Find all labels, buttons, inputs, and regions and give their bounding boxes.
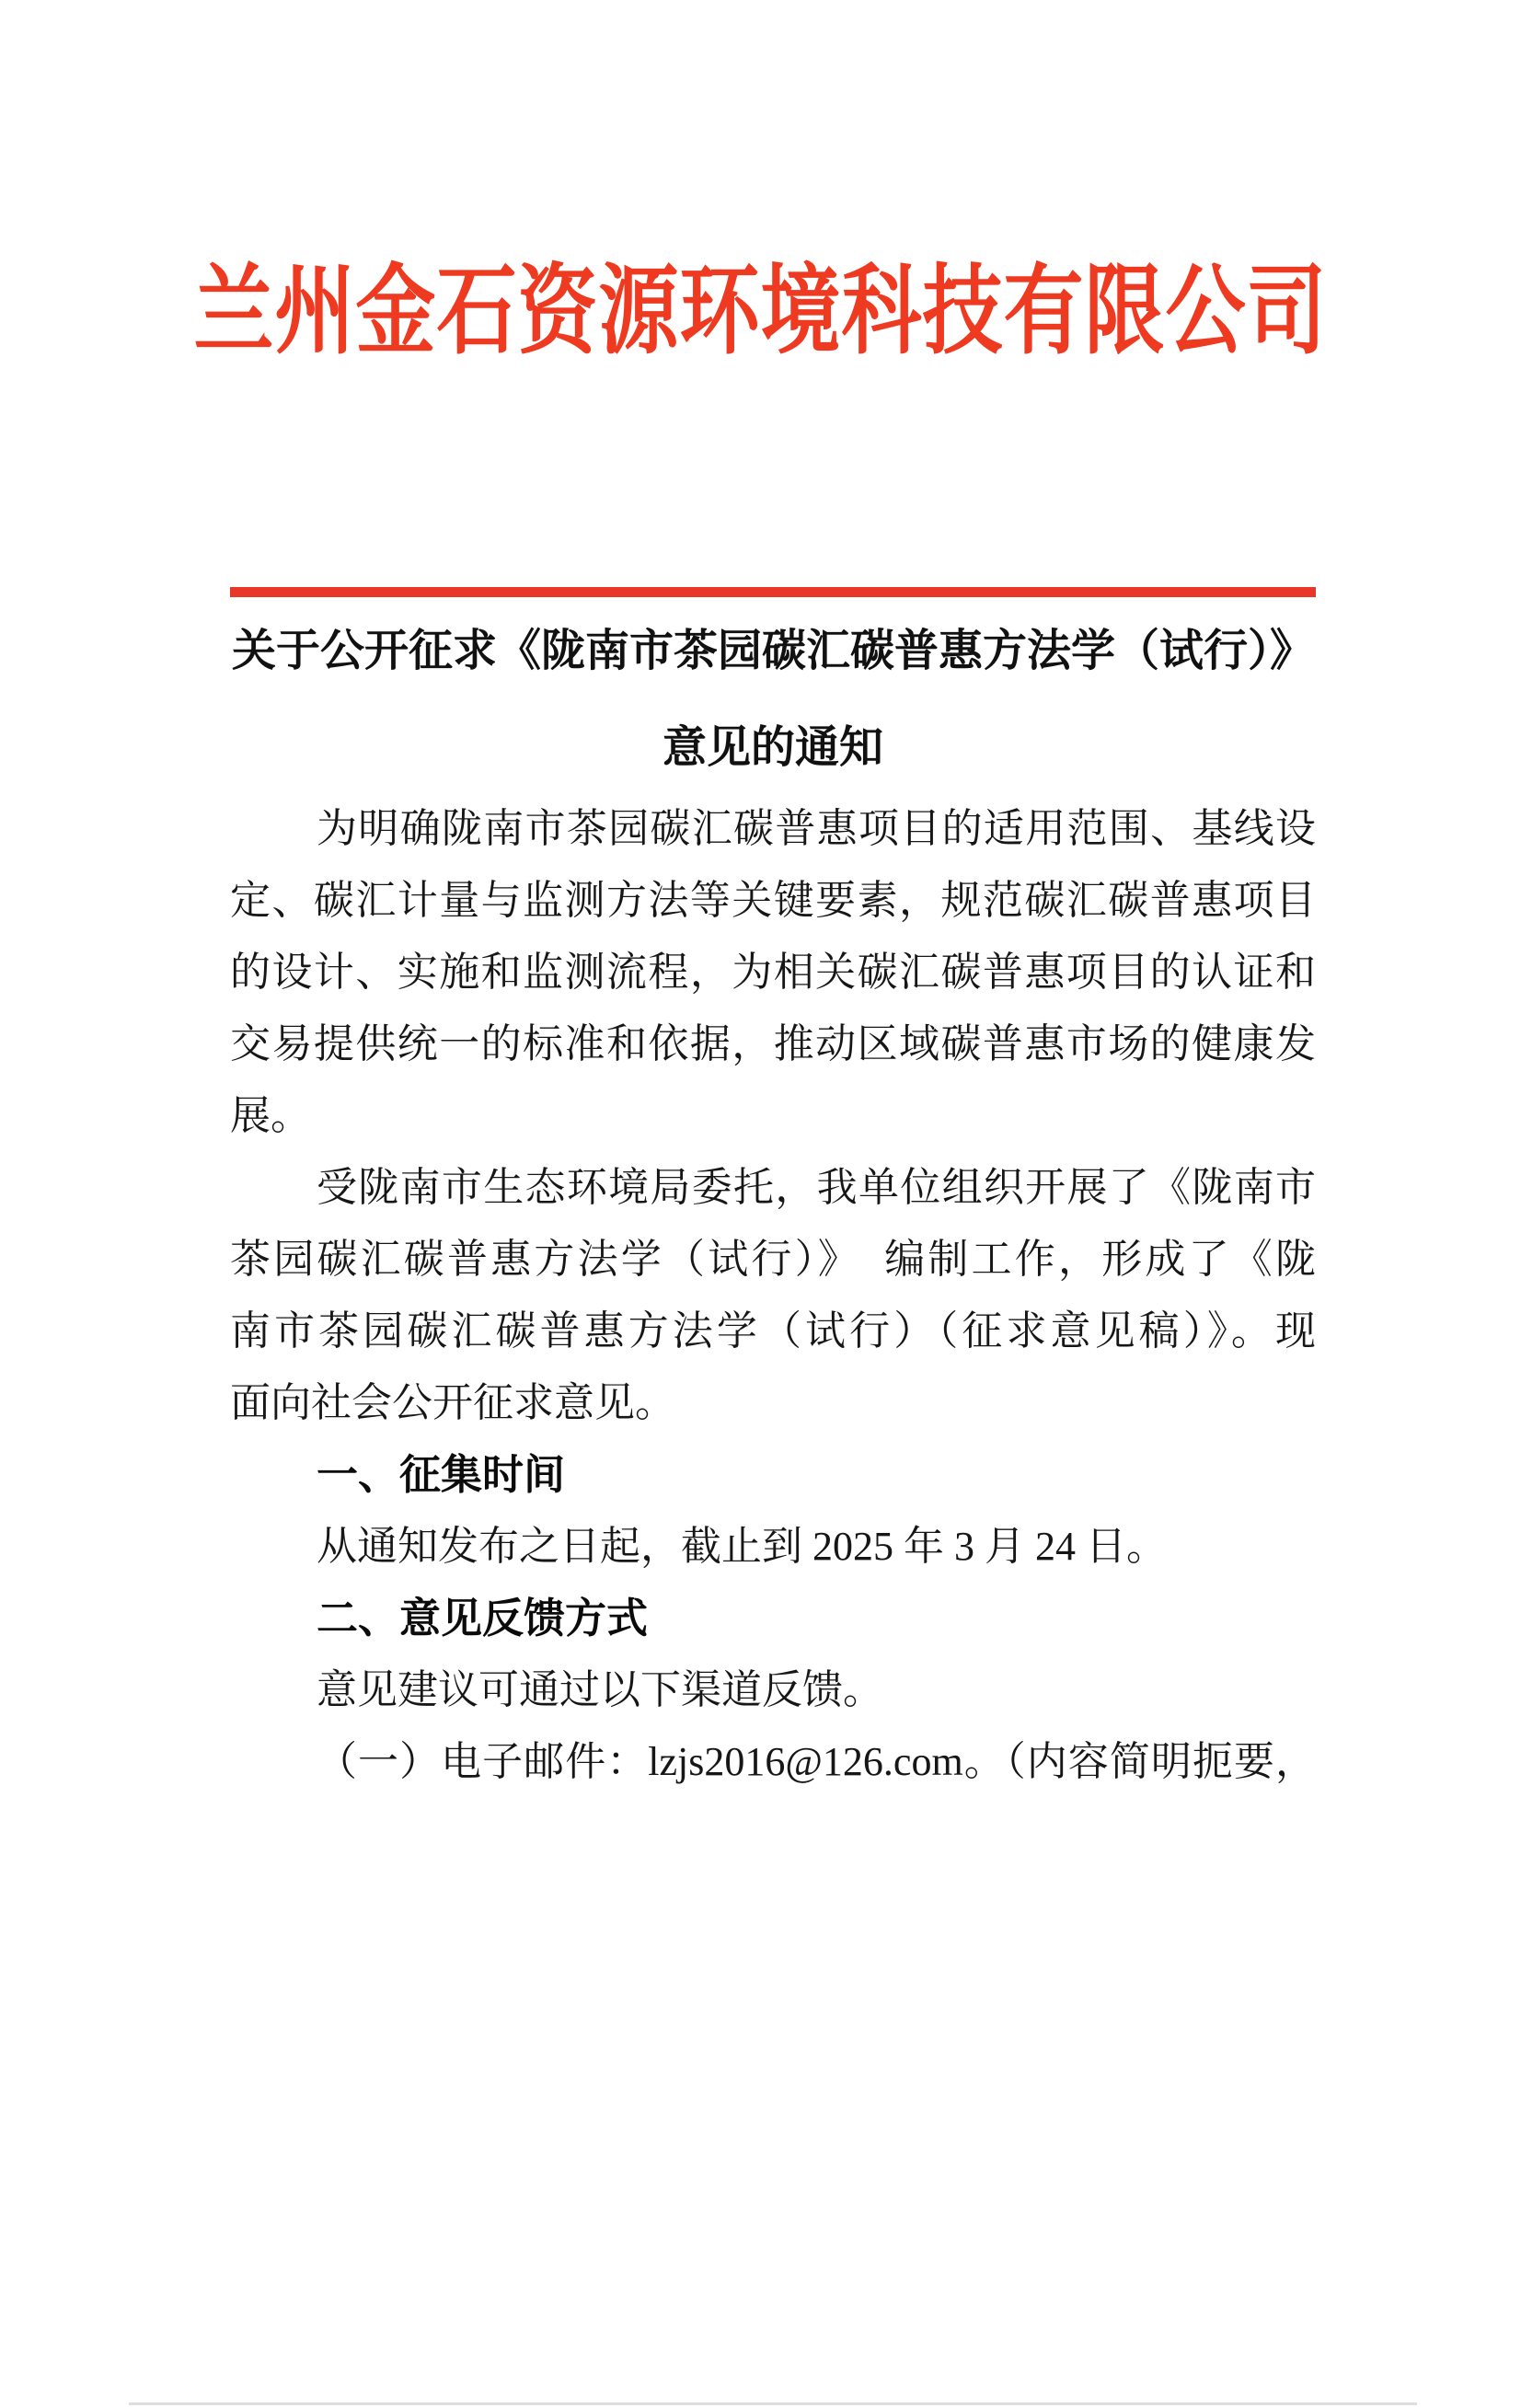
body-line: 定、碳汇计量与监测方法等关键要素，规范碳汇碳普惠项目 (230, 878, 1316, 923)
body-line: 茶园碳汇碳普惠方法学（试行）》 编制工作，形成了《陇 (230, 1237, 1316, 1282)
body-line: 受陇南市生态环境局委托，我单位组织开展了《陇南市 (317, 1165, 1316, 1210)
document-body (230, 793, 1316, 1798)
page (0, 256, 1521, 2408)
letterhead-red-rule (230, 587, 1316, 597)
scan-edge-shadow (129, 2402, 1417, 2405)
notice-title-line1: 关于公开征求《陇南市茶园碳汇碳普惠方法学（试行）》 (231, 627, 1314, 675)
body-line: （一）电子邮件：lzjs2016@126.com。（内容简明扼要， (317, 1739, 1316, 1784)
body-line: 的设计、实施和监测流程，为相关碳汇碳普惠项目的认证和 (230, 950, 1316, 995)
body-line: 从通知发布之日起，截止到 2025 年 3 月 24 日。 (317, 1524, 1167, 1569)
section-heading: 一、征集时间 (317, 1451, 566, 1498)
body-line: 南市茶园碳汇碳普惠方法学（试行）（征求意见稿）》。现 (230, 1308, 1316, 1354)
body-line: 交易提供统一的标准和依据，推动区域碳普惠市场的健康发 (230, 1021, 1316, 1066)
body-line: 意见建议可通过以下渠道反馈。 (317, 1667, 883, 1712)
body-line: 展。 (230, 1093, 311, 1138)
body-line: 面向社会公开征求意见。 (230, 1380, 675, 1425)
section-heading: 二、意见反馈方式 (317, 1595, 649, 1642)
notice-title-line2: 意见的通知 (662, 723, 883, 772)
letterhead-company-name: 兰州金石资源环境科技有限公司 (193, 257, 1328, 366)
body-line: 为明确陇南市茶园碳汇碳普惠项目的适用范围、基线设 (317, 806, 1316, 851)
